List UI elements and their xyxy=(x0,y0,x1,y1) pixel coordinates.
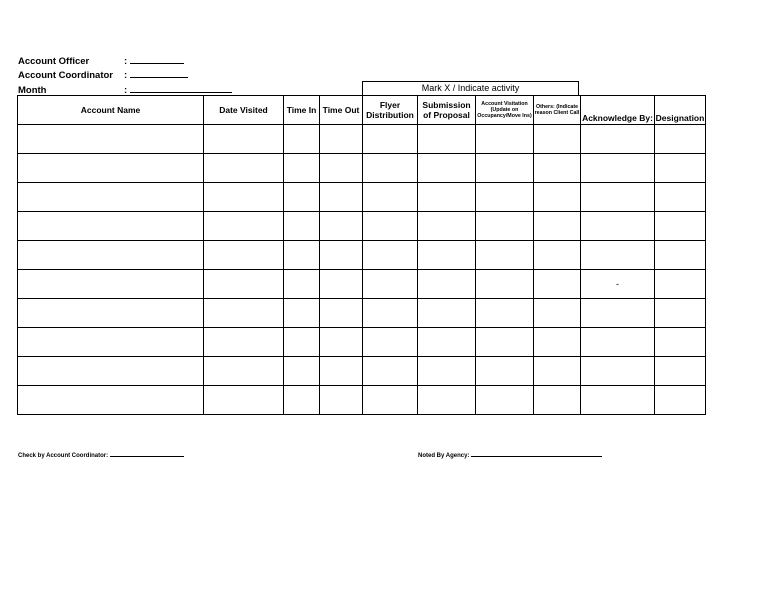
table-cell[interactable] xyxy=(363,212,418,241)
check-by-field[interactable] xyxy=(110,450,184,457)
table-header-row xyxy=(18,96,706,125)
table-cell[interactable] xyxy=(476,125,534,154)
table-cell[interactable] xyxy=(581,183,655,212)
table-cell[interactable] xyxy=(476,386,534,415)
col-flyer-distribution: Flyer Distribution xyxy=(363,96,418,125)
table-cell[interactable] xyxy=(204,241,284,270)
table-cell[interactable] xyxy=(534,328,581,357)
table-cell[interactable] xyxy=(418,125,476,154)
table-cell[interactable] xyxy=(284,241,320,270)
table-row xyxy=(18,212,706,241)
month-field[interactable] xyxy=(130,83,232,93)
table-cell[interactable] xyxy=(581,328,655,357)
table-cell[interactable] xyxy=(18,154,204,183)
table-cell[interactable] xyxy=(363,357,418,386)
colon: : xyxy=(124,85,128,96)
table-cell[interactable] xyxy=(363,328,418,357)
table-cell[interactable] xyxy=(320,154,363,183)
table-cell[interactable] xyxy=(655,212,706,241)
table-cell[interactable] xyxy=(418,357,476,386)
account-officer-row xyxy=(18,54,184,68)
table-cell[interactable] xyxy=(534,270,581,299)
table-cell[interactable] xyxy=(18,357,204,386)
table-row xyxy=(18,299,706,328)
col-date-visited: Date Visited xyxy=(204,96,284,125)
table-cell[interactable] xyxy=(204,212,284,241)
table-row xyxy=(18,386,706,415)
table-cell[interactable] xyxy=(320,270,363,299)
table-cell[interactable] xyxy=(534,357,581,386)
table-row xyxy=(18,270,706,299)
table-cell[interactable] xyxy=(363,299,418,328)
table-cell[interactable] xyxy=(284,328,320,357)
table-cell[interactable] xyxy=(284,299,320,328)
table-cell[interactable] xyxy=(418,299,476,328)
table-cell[interactable] xyxy=(284,357,320,386)
col-acknowledge-by: Acknowledge By: xyxy=(581,96,655,125)
table-cell[interactable] xyxy=(476,212,534,241)
table-cell[interactable] xyxy=(204,183,284,212)
table-cell[interactable] xyxy=(534,183,581,212)
table-body xyxy=(18,125,706,415)
month-label: Month xyxy=(18,85,47,96)
activity-log-table xyxy=(17,95,706,415)
table-cell[interactable] xyxy=(320,328,363,357)
activity-group-header: Mark X / Indicate activity xyxy=(362,81,579,95)
table-cell[interactable] xyxy=(655,154,706,183)
table-cell[interactable] xyxy=(363,183,418,212)
table-cell[interactable] xyxy=(284,125,320,154)
table-cell[interactable] xyxy=(581,154,655,183)
table-cell[interactable] xyxy=(534,299,581,328)
table-cell[interactable] xyxy=(534,241,581,270)
col-submission-of-proposal: Submission of Proposal xyxy=(418,96,476,125)
table-cell[interactable] xyxy=(204,154,284,183)
table-cell[interactable] xyxy=(18,212,204,241)
table-cell[interactable] xyxy=(655,357,706,386)
table-cell[interactable] xyxy=(320,241,363,270)
table-cell[interactable] xyxy=(320,183,363,212)
table-cell[interactable] xyxy=(655,270,706,299)
table-cell[interactable] xyxy=(320,125,363,154)
table-cell[interactable] xyxy=(18,125,204,154)
table-cell[interactable]: - xyxy=(581,270,655,299)
table-cell[interactable] xyxy=(581,386,655,415)
account-coordinator-row xyxy=(18,68,188,82)
check-by-label: Check by Account Coordinator: xyxy=(18,453,109,459)
table-row xyxy=(18,328,706,357)
table-cell[interactable] xyxy=(476,328,534,357)
table-cell[interactable] xyxy=(418,328,476,357)
table-cell[interactable] xyxy=(320,386,363,415)
noted-by-label: Noted By Agency: xyxy=(418,453,470,459)
noted-by-field[interactable] xyxy=(471,450,602,457)
table-cell[interactable] xyxy=(18,328,204,357)
table-cell[interactable] xyxy=(655,386,706,415)
table-cell[interactable] xyxy=(204,270,284,299)
table-cell[interactable] xyxy=(534,212,581,241)
table-cell[interactable] xyxy=(363,154,418,183)
table-cell[interactable] xyxy=(18,386,204,415)
table-cell[interactable] xyxy=(363,241,418,270)
table-cell[interactable] xyxy=(284,212,320,241)
table-cell[interactable] xyxy=(284,154,320,183)
table-cell[interactable] xyxy=(655,328,706,357)
table-cell[interactable] xyxy=(204,357,284,386)
table-cell[interactable] xyxy=(418,212,476,241)
table-cell[interactable] xyxy=(320,212,363,241)
table-cell[interactable] xyxy=(204,299,284,328)
table-cell[interactable] xyxy=(320,299,363,328)
table-cell[interactable] xyxy=(655,125,706,154)
check-by-section xyxy=(18,450,184,459)
col-others: Others: (Indicate reason Client Call xyxy=(534,96,581,125)
table-cell[interactable] xyxy=(476,154,534,183)
table-cell[interactable] xyxy=(284,183,320,212)
table-row xyxy=(18,357,706,386)
table-cell[interactable] xyxy=(363,386,418,415)
table-cell[interactable] xyxy=(476,270,534,299)
table-cell[interactable] xyxy=(204,386,284,415)
table-cell[interactable] xyxy=(581,299,655,328)
table-cell[interactable] xyxy=(204,328,284,357)
table-cell[interactable] xyxy=(18,299,204,328)
table-cell[interactable] xyxy=(534,386,581,415)
table-cell[interactable] xyxy=(581,241,655,270)
col-account-visitation: Account Visitation (Update on Occupancy/Move Ins) xyxy=(476,96,534,125)
table-cell[interactable] xyxy=(418,154,476,183)
table-cell[interactable] xyxy=(476,241,534,270)
table-cell[interactable] xyxy=(284,386,320,415)
table-cell[interactable] xyxy=(18,270,204,299)
table-cell[interactable] xyxy=(363,270,418,299)
colon: : xyxy=(124,56,128,67)
col-account-name: Account Name xyxy=(18,96,204,125)
table-cell[interactable] xyxy=(655,183,706,212)
table-cell[interactable] xyxy=(581,125,655,154)
table-cell[interactable] xyxy=(418,270,476,299)
table-cell[interactable] xyxy=(418,386,476,415)
table-cell[interactable] xyxy=(476,183,534,212)
table-cell[interactable] xyxy=(363,125,418,154)
table-cell[interactable] xyxy=(320,357,363,386)
table-cell[interactable] xyxy=(476,357,534,386)
account-coordinator-label: Account Coordinator xyxy=(18,70,113,81)
table-cell[interactable] xyxy=(581,357,655,386)
col-designation: Designation xyxy=(655,96,706,125)
table-cell[interactable] xyxy=(418,241,476,270)
table-row xyxy=(18,183,706,212)
table-cell[interactable] xyxy=(418,183,476,212)
table-cell[interactable] xyxy=(534,154,581,183)
table-cell[interactable] xyxy=(18,183,204,212)
table-cell[interactable] xyxy=(581,212,655,241)
account-officer-label: Account Officer xyxy=(18,56,90,67)
noted-by-section xyxy=(418,450,602,459)
table-cell[interactable] xyxy=(476,299,534,328)
colon: : xyxy=(124,70,128,81)
table-cell[interactable] xyxy=(284,270,320,299)
table-row xyxy=(18,125,706,154)
table-cell[interactable] xyxy=(18,241,204,270)
account-coordinator-field[interactable] xyxy=(130,68,188,78)
table-cell[interactable] xyxy=(655,299,706,328)
col-time-in: Time In xyxy=(284,96,320,125)
col-time-out: Time Out xyxy=(320,96,363,125)
table-row xyxy=(18,154,706,183)
table-cell[interactable] xyxy=(655,241,706,270)
table-cell[interactable] xyxy=(204,125,284,154)
account-officer-field[interactable] xyxy=(130,54,184,64)
table-cell[interactable] xyxy=(534,125,581,154)
table-row xyxy=(18,241,706,270)
